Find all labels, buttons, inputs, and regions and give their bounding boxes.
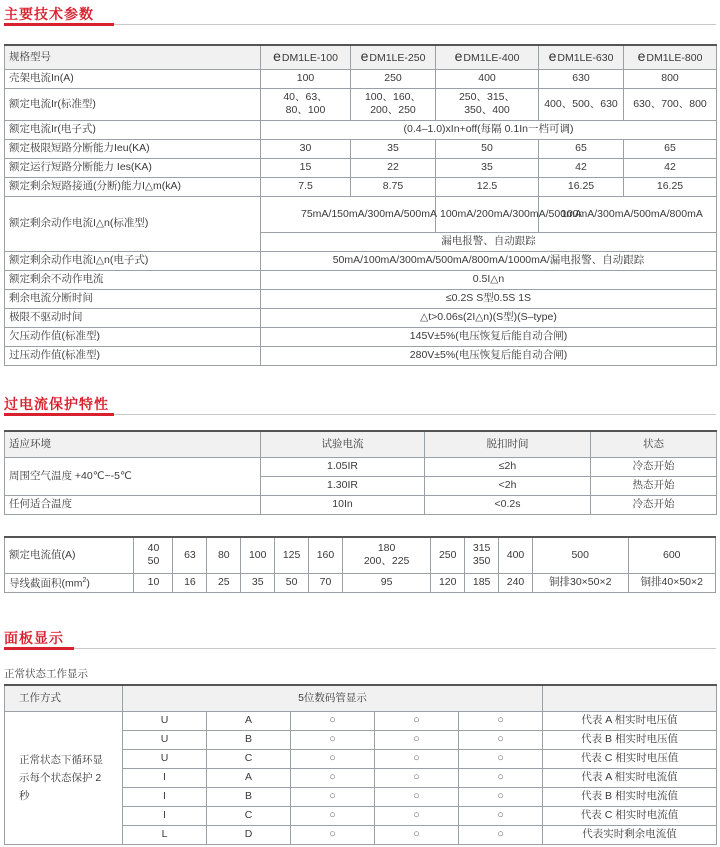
row-label: 欠压动作值(标准型)	[5, 327, 261, 346]
table-row	[5, 177, 717, 196]
cell: 65	[624, 139, 717, 158]
row-label: 导线截面积$(mm^2)$	[5, 573, 134, 592]
cell: 42	[624, 158, 717, 177]
cell: 16	[173, 573, 207, 592]
cell: 热态开始	[591, 476, 717, 495]
cell: 12.5	[436, 177, 539, 196]
table-row	[5, 289, 717, 308]
cell: ≤2h	[425, 457, 591, 476]
cell: 冷态开始	[591, 495, 717, 514]
table-row	[5, 251, 717, 270]
cell: U	[123, 730, 207, 749]
cell: B	[207, 787, 291, 806]
cell: 600	[628, 537, 715, 573]
cell: 30	[261, 139, 351, 158]
brand-logo-icon: e	[548, 47, 557, 64]
header-cell: eDM1LE-100	[261, 45, 351, 69]
brand-logo-icon: e	[637, 47, 646, 64]
cell: 800	[624, 69, 717, 88]
table-header-row	[5, 45, 717, 69]
digit-circle-icon: ○	[459, 711, 543, 730]
digit-circle-icon: ○	[459, 787, 543, 806]
cell: 16.25	[539, 177, 624, 196]
header-cell: 适应环境	[5, 431, 261, 457]
cell: 250	[431, 537, 465, 573]
row-label: 额定电流Ir(电子式)	[5, 120, 261, 139]
cell: D	[207, 825, 291, 844]
table-row	[5, 308, 717, 327]
cell: 35	[351, 139, 436, 158]
row-label: 额定剩余短路接通(分断)能力I△m(kA)	[5, 177, 261, 196]
row-label: 任何适合温度	[5, 495, 261, 514]
cell: 铜排40×50×2	[628, 573, 715, 592]
row-label: 周围空气温度 +40℃~-5℃	[5, 457, 261, 495]
header-cell: 试验电流	[261, 431, 425, 457]
panel-subtitle: 正常状态工作显示	[4, 668, 88, 680]
table-row	[5, 457, 717, 476]
cell: 100mA/200mA/300mA/500mA	[436, 196, 539, 232]
digit-circle-icon: ○	[459, 825, 543, 844]
cell: 1.05IR	[261, 457, 425, 476]
table-row	[5, 69, 717, 88]
cell: U	[123, 749, 207, 768]
section-title-panel: 面板显示	[4, 630, 64, 646]
cell: 630	[539, 69, 624, 88]
row-label: 额定剩余不动作电流	[5, 270, 261, 289]
cell: 35	[436, 158, 539, 177]
cell: 120	[431, 573, 465, 592]
digit-circle-icon: ○	[291, 711, 375, 730]
digit-circle-icon: ○	[291, 806, 375, 825]
overcurrent-table	[4, 430, 717, 515]
digit-circle-icon: ○	[291, 730, 375, 749]
cell: 1.30IR	[261, 476, 425, 495]
cell: 145V±5%(电压恢复后能自动合闸)	[261, 327, 717, 346]
cell: 180 200、225	[342, 537, 430, 573]
cell: 22	[351, 158, 436, 177]
wire-section-table	[4, 536, 716, 593]
cell: 10	[134, 573, 173, 592]
mode-description: 正常状态下循环显示每个状态保护 2 秒	[5, 711, 123, 844]
cell: 铜排30×50×2	[532, 573, 628, 592]
cell: A	[207, 768, 291, 787]
cell: 160	[309, 537, 343, 573]
cell: 35	[241, 573, 275, 592]
cell: 16.25	[624, 177, 717, 196]
brand-logo-icon: e	[360, 47, 369, 64]
cell: C	[207, 749, 291, 768]
cell: 15	[261, 158, 351, 177]
cell: 80	[207, 537, 241, 573]
cell: ≤0.2S S型0.5S 1S	[261, 289, 717, 308]
brand-logo-icon: e	[454, 47, 463, 64]
cell: 代表 C 相实时电压值	[543, 749, 717, 768]
section-rule	[4, 414, 716, 415]
cell: L	[123, 825, 207, 844]
digit-circle-icon: ○	[459, 730, 543, 749]
cell: 250、315、350、400	[436, 88, 539, 120]
cell: 50	[275, 573, 309, 592]
table-row	[5, 88, 717, 120]
digit-circle-icon: ○	[291, 825, 375, 844]
digit-circle-icon: ○	[459, 749, 543, 768]
cell: 代表实时剩余电流值	[543, 825, 717, 844]
table-row	[5, 270, 717, 289]
brand-logo-icon: e	[273, 47, 281, 64]
digit-circle-icon: ○	[291, 787, 375, 806]
row-label: 剩余电流分断时间	[5, 289, 261, 308]
digit-circle-icon: ○	[375, 768, 459, 787]
cell: 280V±5%(电压恢复后能自动合闸)	[261, 346, 717, 365]
cell: U	[123, 711, 207, 730]
digit-circle-icon: ○	[291, 768, 375, 787]
header-cell: eDM1LE-800	[624, 45, 717, 69]
row-label: 壳架电流In(A)	[5, 69, 261, 88]
digit-circle-icon: ○	[375, 749, 459, 768]
cell: 50	[436, 139, 539, 158]
header-cell: 状态	[591, 431, 717, 457]
cell: 400、500、630	[539, 88, 624, 120]
digit-circle-icon: ○	[291, 749, 375, 768]
cell: 漏电报警、自动跟踪	[261, 232, 717, 251]
cell: △t>0.06s(2I△n)(S型)(S–type)	[261, 308, 717, 327]
digit-circle-icon: ○	[459, 806, 543, 825]
header-cell: eDM1LE-400	[436, 45, 539, 69]
table-row	[5, 495, 717, 514]
digit-circle-icon: ○	[375, 730, 459, 749]
digit-circle-icon: ○	[375, 787, 459, 806]
digit-circle-icon: ○	[375, 711, 459, 730]
cell: 400	[436, 69, 539, 88]
cell: 630、700、800	[624, 88, 717, 120]
cell: 315 350	[465, 537, 499, 573]
cell: 冷态开始	[591, 457, 717, 476]
table-row	[5, 711, 717, 730]
row-label: 额定剩余动作电流I△n(标准型)	[5, 196, 261, 251]
section-title-overcurrent: 过电流保护特性	[4, 396, 109, 412]
row-label: 过压动作值(标准型)	[5, 346, 261, 365]
cell: 95	[342, 573, 430, 592]
table-row	[5, 158, 717, 177]
cell: 代表 B 相实时电流值	[543, 787, 717, 806]
cell: 10In	[261, 495, 425, 514]
header-cell: 规格型号	[5, 45, 261, 69]
row-label: 额定运行短路分断能力 Ies(KA)	[5, 158, 261, 177]
row-label: 极限不驱动时间	[5, 308, 261, 327]
header-cell: eDM1LE-250	[351, 45, 436, 69]
cell: 8.75	[351, 177, 436, 196]
cell: 代表 C 相实时电流值	[543, 806, 717, 825]
row-label: 额定电流值(A)	[5, 537, 134, 573]
panel-display-table	[4, 684, 717, 845]
cell: 63	[173, 537, 207, 573]
header-cell: 5位数码管显示	[123, 685, 543, 711]
cell: 65	[539, 139, 624, 158]
cell: 240	[499, 573, 533, 592]
cell: I	[123, 787, 207, 806]
cell: 0.5I△n	[261, 270, 717, 289]
main-params-table	[4, 44, 717, 366]
table-row	[5, 573, 716, 592]
cell: 7.5	[261, 177, 351, 196]
cell: 25	[207, 573, 241, 592]
table-row	[5, 139, 717, 158]
cell: 70	[309, 573, 343, 592]
cell: 40 50	[134, 537, 173, 573]
header-cell: 工作方式	[5, 685, 123, 711]
cell: 500	[532, 537, 628, 573]
cell: 100	[261, 69, 351, 88]
table-row	[5, 537, 716, 573]
header-cell: 脱扣时间	[425, 431, 591, 457]
table-header-row	[5, 685, 717, 711]
cell: 100、160、200、250	[351, 88, 436, 120]
cell: 代表 A 相实时电流值	[543, 768, 717, 787]
row-label: 额定剩余动作电流I△n(电子式)	[5, 251, 261, 270]
digit-circle-icon: ○	[375, 825, 459, 844]
cell: C	[207, 806, 291, 825]
cell: I	[123, 806, 207, 825]
table-row	[5, 327, 717, 346]
cell: 代表 B 相实时电压值	[543, 730, 717, 749]
header-cell: eDM1LE-630	[539, 45, 624, 69]
cell: 75mA/150mA/300mA/500mA	[261, 196, 436, 232]
cell: I	[123, 768, 207, 787]
table-row	[5, 196, 717, 232]
section-rule	[4, 648, 716, 649]
cell: 250	[351, 69, 436, 88]
cell: 185	[465, 573, 499, 592]
header-cell	[543, 685, 717, 711]
digit-circle-icon: ○	[375, 806, 459, 825]
cell: 100	[241, 537, 275, 573]
cell: <2h	[425, 476, 591, 495]
cell: 40、63、80、100	[261, 88, 351, 120]
cell: <0.2s	[425, 495, 591, 514]
digit-circle-icon: ○	[459, 768, 543, 787]
cell: (0.4–1.0)xIn+off(每隔 0.1In一档可调)	[261, 120, 717, 139]
cell: 42	[539, 158, 624, 177]
cell: B	[207, 730, 291, 749]
table-row	[5, 346, 717, 365]
row-label: 额定电流Ir(标准型)	[5, 88, 261, 120]
section-rule	[4, 24, 716, 25]
table-row	[5, 120, 717, 139]
row-label: 额定极限短路分断能力Ieu(KA)	[5, 139, 261, 158]
cell: 代表 A 相实时电压值	[543, 711, 717, 730]
cell: A	[207, 711, 291, 730]
section-title-main-params: 主要技术参数	[4, 6, 94, 22]
table-header-row	[5, 431, 717, 457]
cell: 400	[499, 537, 533, 573]
cell: 100mA/300mA/500mA/800mA	[539, 196, 717, 232]
cell: 125	[275, 537, 309, 573]
cell: 50mA/100mA/300mA/500mA/800mA/1000mA/漏电报警、自动跟踪	[261, 251, 717, 270]
